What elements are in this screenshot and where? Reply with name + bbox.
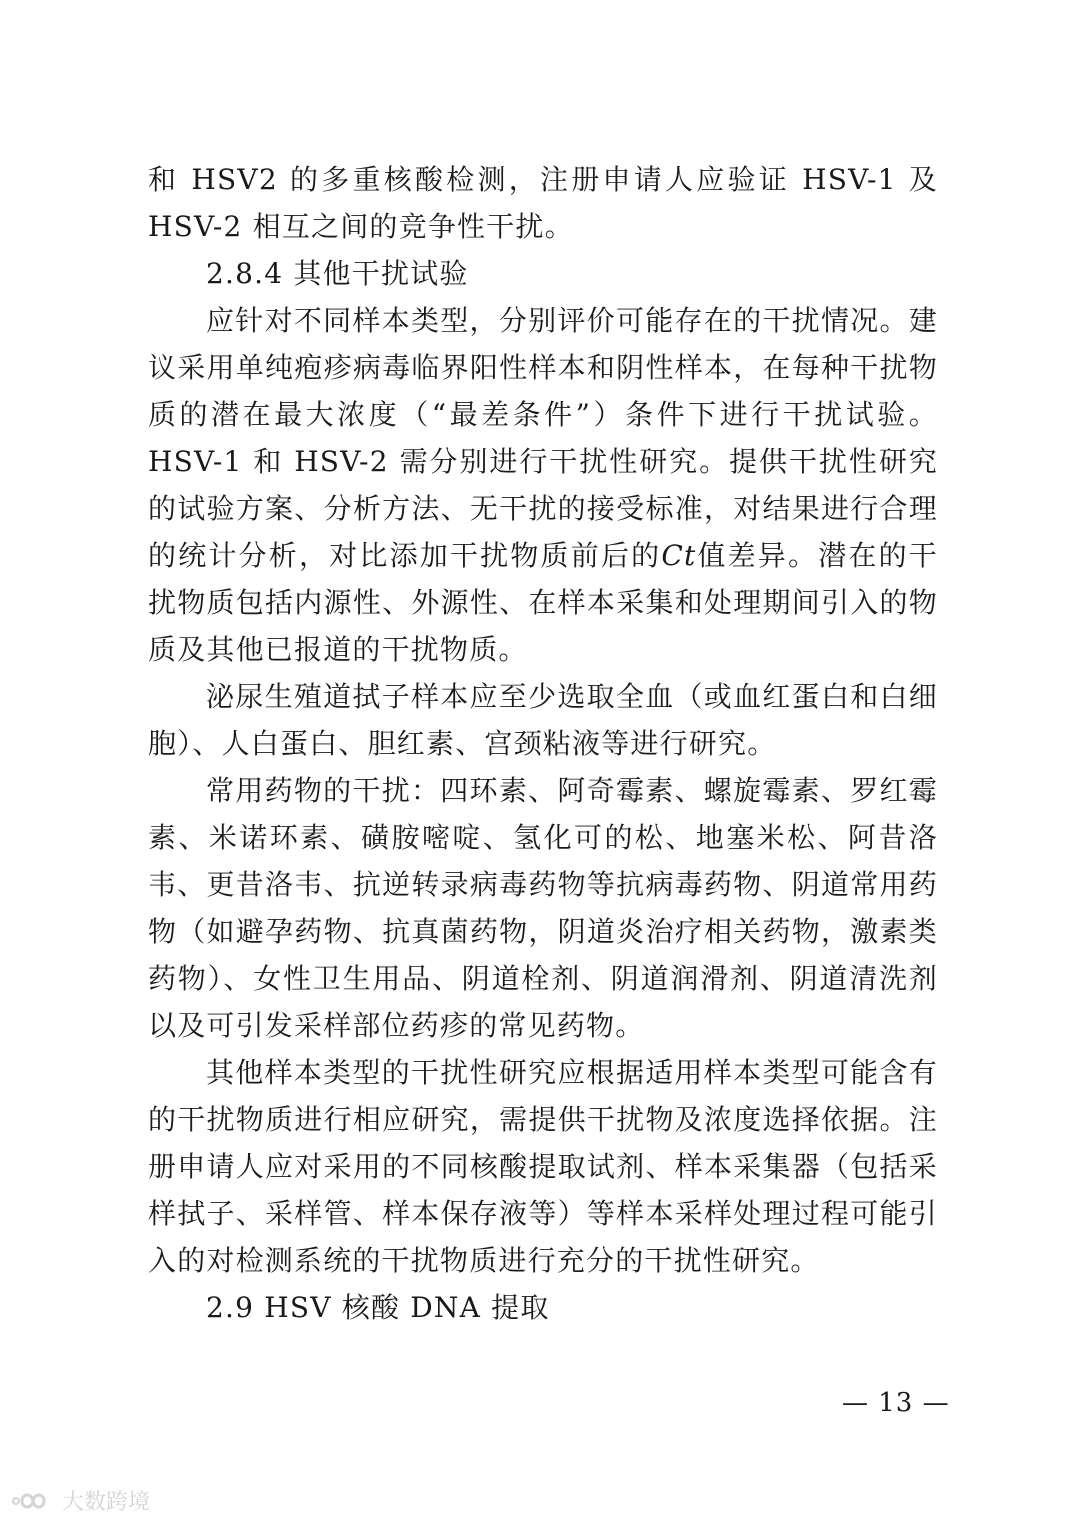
paragraph-text-before: 应针对不同样本类型，分别评价可能存在的干扰情况。建议采用单纯疱疹病毒临界阳性样本和阴性样本，在每种干扰物质的潜在最大浓度（“最差条件”）条件下进行干扰试验。HSV-1 和 HSV-2 需分别进行干扰性研究。提供干扰性研究的试验方案、分析方法、无干扰的接受标准，对结果进行合理的统计分析，对比添加干扰物质前后的 [148,304,938,572]
ct-italic: Ct [661,539,697,572]
paragraph-text-after: 值差异。潜在的干扰物质包括内源性、外源性、在样本采集和处理期间引入的物质及其他已报道的干扰物质。 [148,539,938,666]
paragraph-continuation: 和 HSV2 的多重核酸检测，注册申请人应验证 HSV-1 及 HSV-2 相互之间的竞争性干扰。 [148,163,938,243]
paragraph-common-drugs: 常用药物的干扰：四环素、阿奇霉素、螺旋霉素、罗红霉素、米诺环素、磺胺嘧啶、氢化可的松、地塞米松、阿昔洛韦、更昔洛韦、抗逆转录病毒药物等抗病毒药物、阴道常用药物（如避孕药物、抗真菌药物，阴道炎治疗相关药物，激素类药物）、女性卫生用品、阴道栓剂、阴道润滑剂、阴道清洗剂以及可引发采样部位药疹的常见药物。 [148,774,938,1042]
watermark [10,1485,150,1516]
watermark-text: 大数跨境 [62,1490,151,1515]
section-heading-2-8-4: 2.8.4 其他干扰试验 [206,257,469,290]
paragraph-interference-evaluation [148,297,938,673]
paragraph-other-sample-types: 其他样本类型的干扰性研究应根据适用样本类型可能含有的干扰物质进行相应研究，需提供干扰物及浓度选择依据。注册申请人应对采用的不同核酸提取试剂、样本采集器（包括采样拭子、采样管、样本保存液等）等样本采样处理过程可能引入的对检测系统的干扰物质进行充分的干扰性研究。 [148,1056,938,1277]
page-number: — 13 — [842,1388,950,1418]
paragraph-urogenital-samples: 泌尿生殖道拭子样本应至少选取全血（或血红蛋白和白细胞）、人白蛋白、胆红素、宫颈粘液等进行研究。 [148,680,938,760]
infinity-logo-icon [10,1488,56,1514]
body-text [148,156,938,1331]
section-heading-2-9: 2.9 HSV 核酸 DNA 提取 [206,1291,550,1324]
